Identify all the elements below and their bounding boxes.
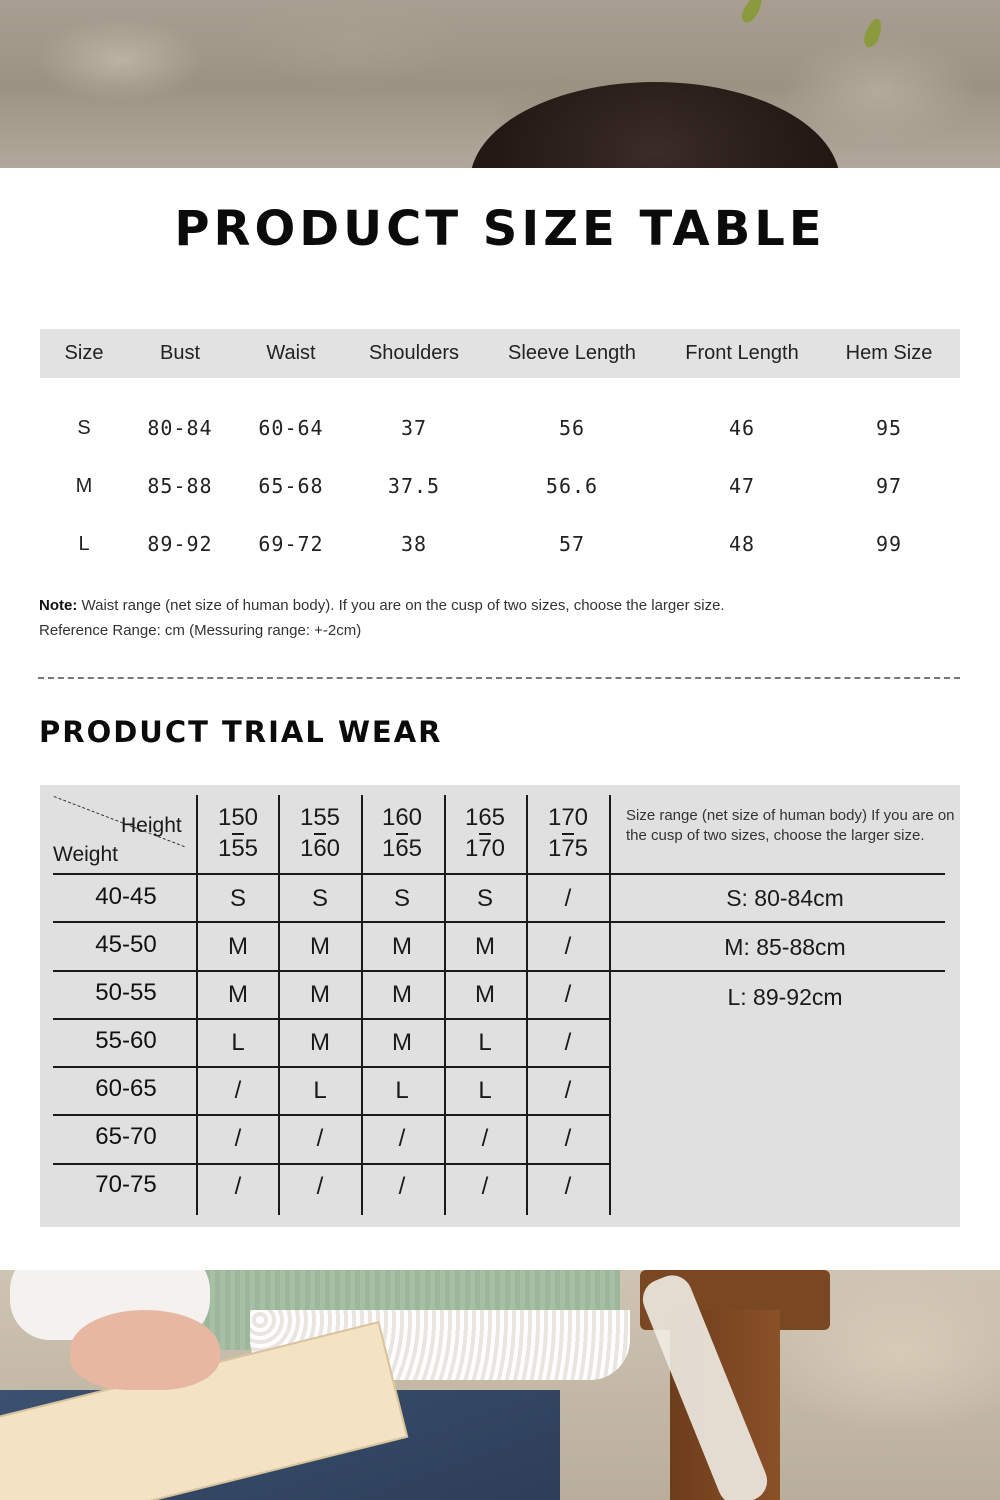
- top-photo: [0, 0, 1000, 168]
- size-cell: /: [564, 1125, 572, 1152]
- grid-line: [53, 1066, 610, 1068]
- bottom-photo: [0, 1270, 1000, 1500]
- trial-wear-title: PRODUCT TRIAL WEAR: [39, 715, 443, 749]
- range-l: L: 89-92cm: [727, 984, 843, 1010]
- size-cell: /: [398, 1173, 406, 1200]
- size-cell: /: [481, 1125, 489, 1152]
- size-cell: M: [228, 981, 248, 1008]
- cell-hem-size: 95: [875, 416, 903, 440]
- header-waist: Waist: [266, 342, 316, 364]
- size-cell: S: [476, 885, 493, 912]
- cell-front-length: 47: [728, 474, 756, 498]
- size-cell: /: [564, 1077, 572, 1104]
- height-to: 160: [299, 835, 341, 862]
- size-cell: M: [228, 933, 248, 960]
- cell-front-length: 48: [728, 532, 756, 556]
- range-m: M: 85-88cm: [724, 934, 846, 960]
- cell-waist: 69-72: [258, 532, 324, 556]
- note-label: Note:: [39, 597, 78, 614]
- size-range-note: Size range (net size of human body) If you are on the cusp of two sizes, choose the larger size.: [626, 807, 955, 844]
- cell-shoulders: 37: [400, 416, 428, 440]
- height-from: 165: [464, 804, 506, 831]
- size-cell: M: [392, 981, 412, 1008]
- cell-waist: 60-64: [258, 416, 324, 440]
- height-header: [280, 804, 360, 863]
- cell-size: L: [78, 532, 90, 555]
- header-shoulders: Shoulders: [368, 342, 460, 364]
- cell-hem-size: 97: [875, 474, 903, 498]
- height-header: [445, 804, 525, 863]
- cell-sleeve-length: 57: [558, 532, 586, 556]
- size-cell: M: [310, 981, 330, 1008]
- grid-line: [53, 873, 945, 875]
- height-header: [528, 804, 608, 863]
- corner-weight-label: Weight: [53, 843, 118, 866]
- size-cell: M: [475, 981, 495, 1008]
- page-title: PRODUCT SIZE TABLE: [174, 201, 826, 257]
- size-note: [39, 593, 725, 643]
- cell-size: M: [75, 474, 93, 497]
- cell-waist: 65-68: [258, 474, 324, 498]
- size-table-header: [40, 329, 960, 378]
- size-cell: M: [392, 1029, 412, 1056]
- table-row: [40, 399, 960, 457]
- size-cell: /: [564, 981, 572, 1008]
- size-table-body: [40, 378, 960, 573]
- size-cell: /: [564, 1029, 572, 1056]
- weight-label: 55-60: [95, 1027, 157, 1054]
- size-cell: M: [310, 933, 330, 960]
- size-cell: M: [392, 933, 412, 960]
- height-to: 175: [547, 835, 589, 862]
- header-sleeve-length: Sleeve Length: [508, 342, 636, 364]
- size-cell: L: [395, 1077, 409, 1104]
- note-text: Waist range (net size of human body). If you are on the cusp of two sizes, choose the larger size.: [81, 597, 725, 614]
- cell-front-length: 46: [728, 416, 756, 440]
- leaf: [861, 17, 884, 50]
- leaf: [738, 0, 765, 25]
- grid-line: [53, 1018, 610, 1020]
- model-hair: [470, 82, 840, 168]
- size-cell: /: [398, 1125, 406, 1152]
- cell-sleeve-length: 56: [558, 416, 586, 440]
- height-header: [198, 804, 278, 863]
- header-size: Size: [64, 342, 104, 364]
- cell-hem-size: 99: [875, 532, 903, 556]
- grid-line: [53, 921, 945, 923]
- cell-shoulders: 37.5: [387, 474, 441, 498]
- weight-label: 60-65: [95, 1075, 157, 1102]
- size-cell: S: [311, 885, 328, 912]
- header-hem-size: Hem Size: [845, 342, 933, 364]
- size-cell: L: [478, 1077, 492, 1104]
- table-row: [40, 515, 960, 573]
- trial-wear-table: [40, 785, 960, 1227]
- reference-range-text: Reference Range: cm (Messuring range: +-2cm): [39, 622, 362, 639]
- size-cell: /: [234, 1077, 242, 1104]
- dashed-divider: [38, 677, 960, 679]
- height-to: 165: [381, 835, 423, 862]
- size-cell: /: [316, 1173, 324, 1200]
- height-from: 155: [299, 804, 341, 831]
- size-cell: /: [316, 1125, 324, 1152]
- height-to: 155: [217, 835, 259, 862]
- range-s: S: 80-84cm: [726, 885, 844, 911]
- cell-size: S: [77, 416, 91, 439]
- cell-sleeve-length: 56.6: [545, 474, 599, 498]
- corner-height-label: Height: [121, 814, 182, 837]
- grid-line: [53, 970, 945, 972]
- size-cell: /: [234, 1125, 242, 1152]
- size-cell: M: [475, 933, 495, 960]
- size-info-card: [0, 168, 1000, 1270]
- size-cell: /: [564, 885, 572, 912]
- header-front-length: Front Length: [685, 342, 799, 364]
- size-cell: /: [234, 1173, 242, 1200]
- size-table: [40, 329, 960, 573]
- weight-label: 65-70: [95, 1123, 157, 1150]
- height-from: 150: [217, 804, 259, 831]
- cell-bust: 89-92: [147, 532, 213, 556]
- cell-bust: 85-88: [147, 474, 213, 498]
- size-cell: L: [231, 1029, 245, 1056]
- height-to: 170: [464, 835, 506, 862]
- grid-line: [53, 1163, 610, 1165]
- height-from: 170: [547, 804, 589, 831]
- cell-bust: 80-84: [147, 416, 213, 440]
- weight-label: 40-45: [95, 883, 157, 910]
- weight-label: 45-50: [95, 931, 157, 958]
- size-cell: M: [310, 1029, 330, 1056]
- height-header: [362, 804, 442, 863]
- header-bust: Bust: [159, 342, 201, 364]
- size-cell: L: [478, 1029, 492, 1056]
- size-cell: S: [229, 885, 246, 912]
- height-from: 160: [381, 804, 423, 831]
- size-cell: L: [313, 1077, 327, 1104]
- table-row: [40, 457, 960, 515]
- weight-label: 50-55: [95, 979, 157, 1006]
- size-cell: /: [564, 933, 572, 960]
- size-cell: /: [564, 1173, 572, 1200]
- grid-line: [53, 1114, 610, 1116]
- cell-shoulders: 38: [400, 532, 428, 556]
- size-cell: /: [481, 1173, 489, 1200]
- hand: [70, 1310, 220, 1390]
- size-cell: S: [393, 885, 410, 912]
- weight-label: 70-75: [95, 1171, 157, 1198]
- note-line: [39, 593, 725, 618]
